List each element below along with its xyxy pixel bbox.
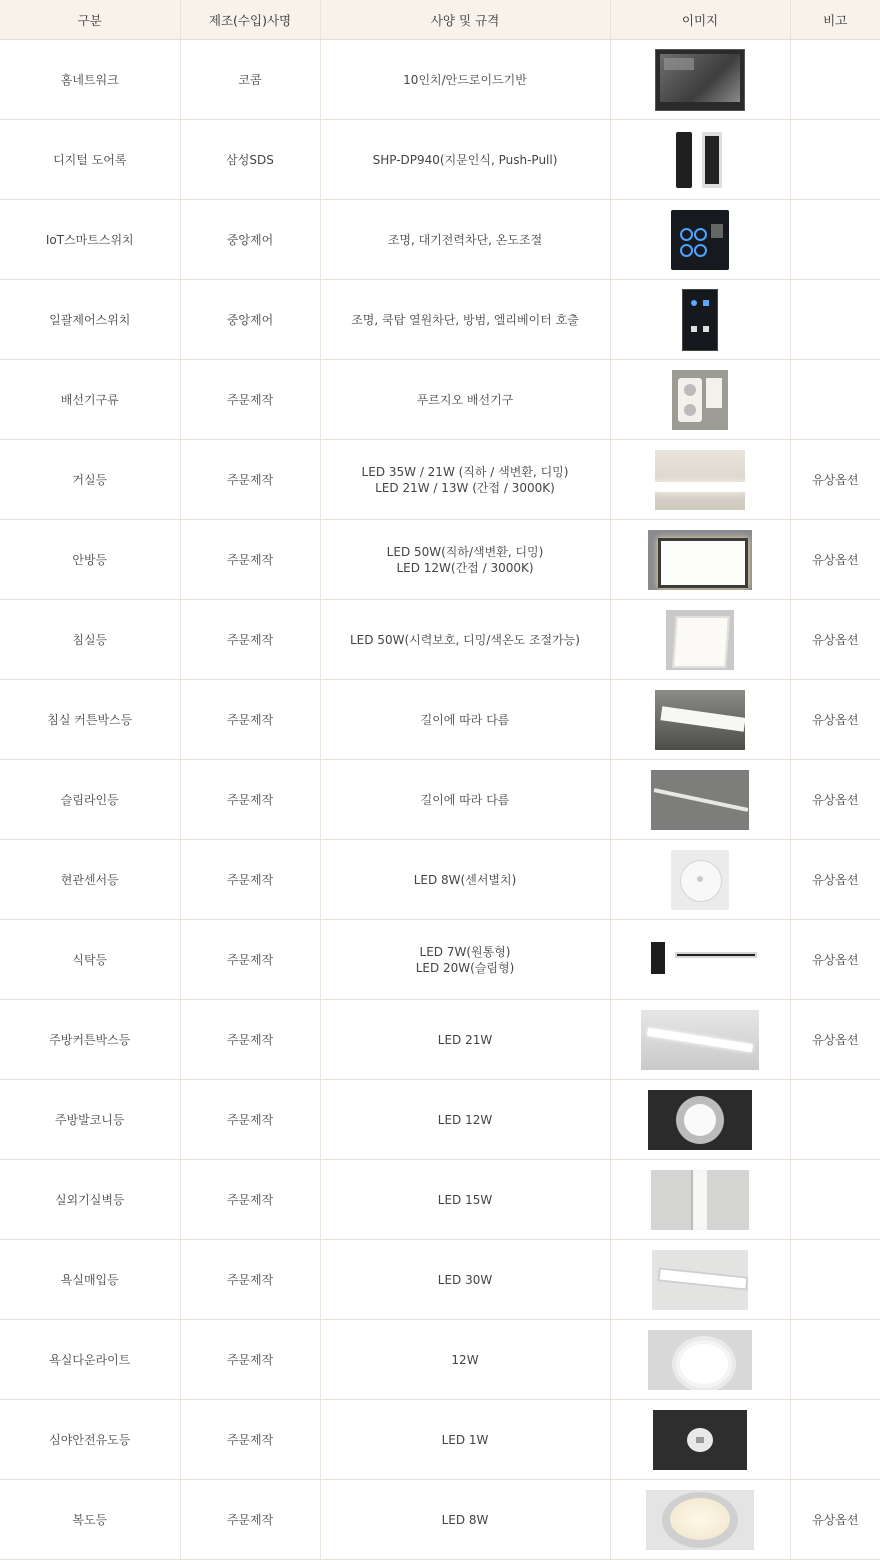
table-row — [0, 600, 880, 680]
header-note: 비고 — [790, 0, 880, 40]
table-row — [0, 40, 880, 120]
sensor-light-image — [671, 872, 729, 886]
cell-maker: 주문제작 — [180, 680, 320, 760]
spec-line: LED 30W — [437, 1272, 493, 1287]
wall-pad-tablet-image — [655, 72, 745, 86]
table-row — [0, 440, 880, 520]
cell-maker: 주문제작 — [180, 440, 320, 520]
spec-line: 12W — [451, 1352, 479, 1367]
cell-maker: 중앙제어 — [180, 280, 320, 360]
cell-category: 주방커튼박스등 — [0, 1000, 180, 1080]
cell-image — [610, 120, 790, 200]
cell-maker: 주문제작 — [180, 1240, 320, 1320]
cell-maker: 주문제작 — [180, 1080, 320, 1160]
cell-note — [790, 40, 880, 120]
cell-category: IoT스마트스위치 — [0, 200, 180, 280]
header-image: 이미지 — [610, 0, 790, 40]
cell-image — [610, 840, 790, 920]
table-row — [0, 280, 880, 360]
kitchen-balcony-light-image — [648, 1112, 752, 1126]
cell-spec — [320, 600, 610, 680]
curtain-box-light-image — [655, 712, 745, 726]
cell-spec — [320, 1080, 610, 1160]
hallway-downlight-image — [646, 1512, 754, 1526]
cell-spec — [320, 280, 610, 360]
table-header — [0, 0, 880, 40]
cell-category: 배선기구류 — [0, 360, 180, 440]
spec-line: LED 15W — [437, 1192, 493, 1207]
dining-light-image — [641, 952, 759, 966]
table-row — [0, 1000, 880, 1080]
cell-image — [610, 600, 790, 680]
spec-line: LED 8W — [441, 1512, 489, 1527]
wall-outlet-image — [672, 392, 728, 406]
cell-category: 거실등 — [0, 440, 180, 520]
cell-image — [610, 520, 790, 600]
spec-line: SHP-DP940(지문인식, Push-Pull) — [372, 152, 558, 167]
cell-maker: 삼성SDS — [180, 120, 320, 200]
cell-category: 침실등 — [0, 600, 180, 680]
spec-line: LED 7W(원통형) — [419, 944, 511, 959]
cell-spec — [320, 1320, 610, 1400]
cell-note — [790, 1080, 880, 1160]
spec-line: LED 12W(간접 / 3000K) — [396, 560, 534, 575]
spec-line: 조명, 쿡탑 열원차단, 방범, 엘리베이터 호출 — [351, 312, 579, 327]
cell-spec — [320, 760, 610, 840]
spec-line: LED 1W — [441, 1432, 489, 1447]
cell-category: 실외기실벽등 — [0, 1160, 180, 1240]
cell-category: 슬림라인등 — [0, 760, 180, 840]
table-row — [0, 1160, 880, 1240]
cell-note: 유상옵션 — [790, 840, 880, 920]
table-row — [0, 680, 880, 760]
spec-line: 조명, 대기전력차단, 온도조절 — [387, 232, 543, 247]
cell-category: 욕실매입등 — [0, 1240, 180, 1320]
cell-note: 유상옵션 — [790, 1000, 880, 1080]
smart-switch-panel-image — [671, 232, 729, 246]
cell-maker: 주문제작 — [180, 1160, 320, 1240]
cell-note: 유상옵션 — [790, 1480, 880, 1560]
cell-image — [610, 1240, 790, 1320]
cell-spec — [320, 440, 610, 520]
cell-image — [610, 680, 790, 760]
cell-maker: 주문제작 — [180, 360, 320, 440]
cell-image — [610, 280, 790, 360]
cell-spec — [320, 1160, 610, 1240]
spec-line: 길이에 따라 다름 — [420, 712, 510, 727]
kitchen-curtain-light-image — [641, 1032, 759, 1046]
cell-category: 디지털 도어록 — [0, 120, 180, 200]
cell-maker: 주문제작 — [180, 1320, 320, 1400]
cell-maker: 코콤 — [180, 40, 320, 120]
cell-maker: 주문제작 — [180, 840, 320, 920]
master-control-switch-image — [682, 312, 718, 326]
table-row — [0, 1320, 880, 1400]
cell-image — [610, 920, 790, 1000]
cell-note: 유상옵션 — [790, 760, 880, 840]
table-row — [0, 360, 880, 440]
cell-maker: 주문제작 — [180, 520, 320, 600]
table-row — [0, 760, 880, 840]
cell-category: 일괄제어스위치 — [0, 280, 180, 360]
bedroom-panel-light-image — [666, 632, 734, 646]
cell-image — [610, 1000, 790, 1080]
cell-maker: 주문제작 — [180, 600, 320, 680]
cell-maker: 주문제작 — [180, 920, 320, 1000]
cell-category: 침실 커튼박스등 — [0, 680, 180, 760]
spec-line: 길이에 따라 다름 — [420, 792, 510, 807]
cell-maker: 주문제작 — [180, 1000, 320, 1080]
digital-door-lock-image — [670, 152, 730, 166]
master-bedroom-light-image — [648, 552, 752, 566]
cell-note — [790, 1240, 880, 1320]
cell-spec — [320, 920, 610, 1000]
cell-image — [610, 440, 790, 520]
spec-line: LED 12W — [437, 1112, 493, 1127]
bathroom-downlight-image — [648, 1352, 752, 1366]
cell-category: 욕실다운라이트 — [0, 1320, 180, 1400]
cell-note: 유상옵션 — [790, 440, 880, 520]
cell-maker: 중앙제어 — [180, 200, 320, 280]
cell-spec — [320, 40, 610, 120]
cell-category: 복도등 — [0, 1480, 180, 1560]
night-guide-light-image — [653, 1432, 747, 1446]
cell-spec — [320, 1240, 610, 1320]
table-row — [0, 120, 880, 200]
table-row — [0, 920, 880, 1000]
cell-image — [610, 1080, 790, 1160]
spec-line: 푸르지오 배선기구 — [416, 392, 514, 407]
cell-image — [610, 760, 790, 840]
cell-image — [610, 1400, 790, 1480]
table-row — [0, 520, 880, 600]
header-spec: 사양 및 규격 — [320, 0, 610, 40]
cell-note: 유상옵션 — [790, 600, 880, 680]
cell-note — [790, 200, 880, 280]
cell-image — [610, 1320, 790, 1400]
cell-note — [790, 280, 880, 360]
table-row — [0, 840, 880, 920]
bathroom-recessed-light-image — [652, 1272, 748, 1286]
cell-image — [610, 40, 790, 120]
cell-spec — [320, 520, 610, 600]
spec-line: LED 8W(센서별치) — [413, 872, 517, 887]
cell-maker: 주문제작 — [180, 1400, 320, 1480]
cell-note: 유상옵션 — [790, 520, 880, 600]
cell-spec — [320, 120, 610, 200]
cell-note — [790, 1320, 880, 1400]
cell-category: 식탁등 — [0, 920, 180, 1000]
cell-note — [790, 1400, 880, 1480]
table-body — [0, 40, 880, 1560]
cell-note — [790, 120, 880, 200]
cell-spec — [320, 1400, 610, 1480]
table-row — [0, 1480, 880, 1560]
header-category: 구분 — [0, 0, 180, 40]
cell-category: 홈네트워크 — [0, 40, 180, 120]
living-room-light-image — [655, 472, 745, 486]
cell-spec — [320, 200, 610, 280]
cell-note: 유상옵션 — [790, 920, 880, 1000]
spec-line: LED 21W / 13W (간접 / 3000K) — [375, 480, 555, 495]
cell-maker: 주문제작 — [180, 1480, 320, 1560]
cell-note — [790, 360, 880, 440]
spec-line: LED 50W(직하/색변환, 디밍) — [386, 544, 544, 559]
cell-image — [610, 1160, 790, 1240]
cell-category: 심야안전유도등 — [0, 1400, 180, 1480]
cell-note — [790, 1160, 880, 1240]
cell-spec — [320, 360, 610, 440]
cell-note: 유상옵션 — [790, 680, 880, 760]
spec-line: LED 20W(슬림형) — [415, 960, 515, 975]
cell-category: 안방등 — [0, 520, 180, 600]
spec-line: 10인치/안드로이드기반 — [403, 72, 527, 87]
cell-image — [610, 200, 790, 280]
outdoor-wall-light-image — [651, 1192, 749, 1206]
spec-line: LED 35W / 21W (직하 / 색변환, 디밍) — [361, 464, 569, 479]
slim-line-light-image — [651, 792, 749, 806]
cell-spec — [320, 1000, 610, 1080]
cell-maker: 주문제작 — [180, 760, 320, 840]
cell-spec — [320, 840, 610, 920]
cell-image — [610, 360, 790, 440]
table-row — [0, 200, 880, 280]
spec-line: LED 21W — [437, 1032, 493, 1047]
header-maker: 제조(수입)사명 — [180, 0, 320, 40]
table-row — [0, 1240, 880, 1320]
table-row — [0, 1080, 880, 1160]
spec-line: LED 50W(시력보호, 디밍/색온도 조절가능) — [349, 632, 580, 647]
cell-category: 현관센서등 — [0, 840, 180, 920]
cell-spec — [320, 680, 610, 760]
cell-image — [610, 1480, 790, 1560]
cell-category: 주방발코니등 — [0, 1080, 180, 1160]
table-row — [0, 1400, 880, 1480]
cell-spec — [320, 1480, 610, 1560]
